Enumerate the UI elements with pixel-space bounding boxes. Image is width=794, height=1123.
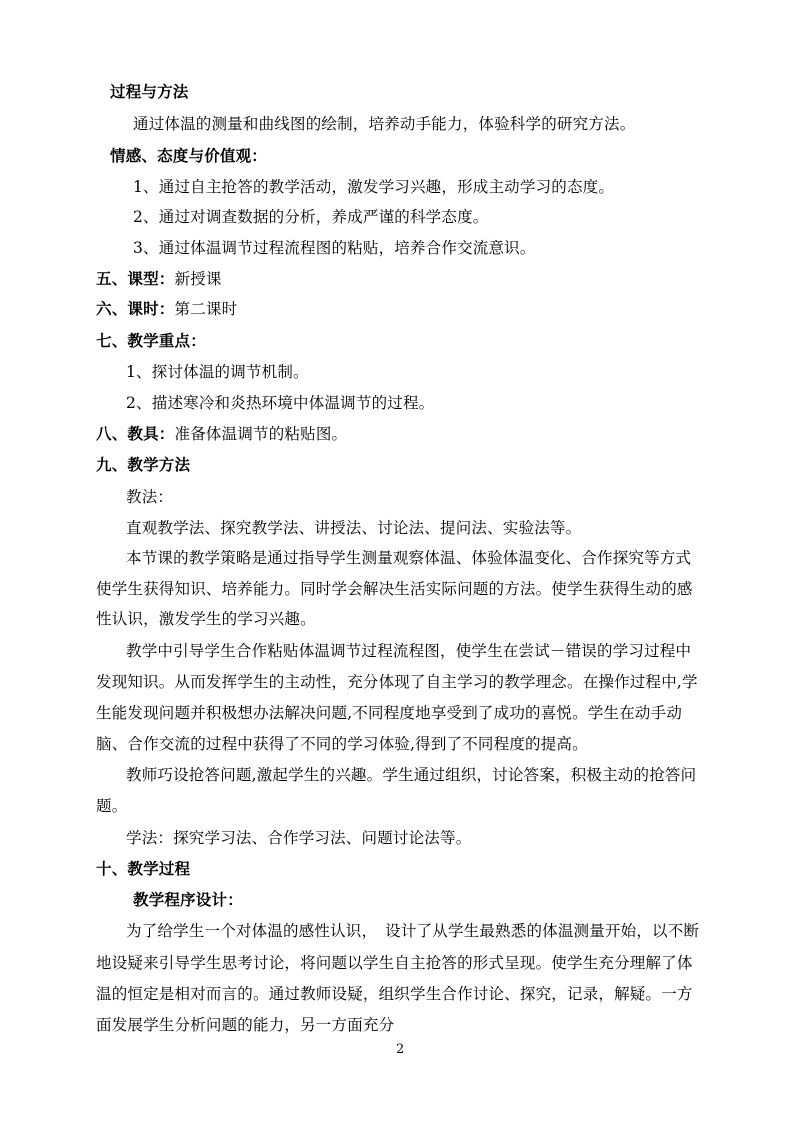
emotion-item-3: 3、通过体温调节过程流程图的粘贴，培养合作交流意识。 [133,239,536,257]
teacher-para-line-1: 教师巧设抢答问题,激起学生的兴趣。学生通过组织，讨论答案，积极主动的抢答问 [126,766,697,784]
section-8-value: 准备体温调节的粘贴图。 [174,425,348,443]
process-para-line-3: 温的恒定是相对而言的。通过教师设疑，组织学生合作讨论、探究，记录，解疑。一方 [96,985,693,1003]
process-para-line-2: 地设疑来引导学生思考讨论，将问题以学生自主抢答的形式呈现。使学生充分理解了体 [96,954,693,972]
guidance-para-line-2: 发现知识。从而发挥学生的主动性，充分体现了自主学习的教学理念。在操作过程中,学 [96,673,698,691]
teaching-methods-list: 直观教学法、探究教学法、讲授法、讨论法、提问法、实验法等。 [126,519,582,537]
guidance-para-line-3: 生能发现问题并积极想办法解决问题,不同程度地享受到了成功的喜悦。学生在动手动 [96,704,683,722]
emotion-attitude-heading: 情感、态度与价值观： [110,146,268,165]
section-10-heading: 十、教学过程 [96,859,191,878]
process-para-line-1: 为了给学生一个对体温的感性认识， 设计了从学生最熟悉的体温测量开始，以不断 [126,922,700,940]
key-point-1: 1、探讨体温的调节机制。 [126,363,309,381]
section-9-heading: 九、教学方法 [96,455,191,474]
process-para-line-4: 面发展学生分析问题的能力，另一方面充分 [96,1016,395,1034]
section-8-teaching-aids [96,424,347,444]
strategy-para-line-1: 本节课的教学策略是通过指导学生测量观察体温、体验体温变化、合作探究等方式 [126,549,692,567]
strategy-para-line-3: 性认识，激发学生的学习兴趣。 [96,610,316,628]
page-number: 2 [396,1042,405,1057]
teaching-method-label: 教法： [126,488,174,506]
strategy-para-line-2: 使学生获得知识、培养能力。同时学会解决生活实际问题的方法。使学生获得生动的感 [96,580,693,598]
learning-methods: 学法：探究学习法、合作学习法、问题讨论法等。 [126,829,472,847]
section-5-value: 新授课 [174,270,222,288]
section-5-label: 五、课型： [96,269,175,288]
section-7-heading: 七、教学重点： [96,331,206,350]
guidance-para-line-1: 教学中引导学生合作粘贴体温调节过程流程图，使学生在尝试－错误的学习过程中 [126,642,692,660]
guidance-para-line-4: 脑、合作交流的过程中获得了不同的学习体验,得到了不同程度的提高。 [96,735,588,753]
emotion-item-2: 2、通过对调查数据的分析，养成严谨的科学态度。 [133,208,489,226]
section-5-lesson-type [96,269,222,289]
section-6-class-hours [96,299,237,319]
key-point-2: 2、描述寒冷和炎热环境中体温调节的过程。 [126,394,435,412]
section-6-label: 六、课时： [96,299,175,318]
process-method-heading: 过程与方法 [110,82,189,101]
section-8-label: 八、教具： [96,424,175,443]
section-6-value: 第二课时 [174,300,238,318]
teacher-para-line-2: 题。 [96,797,128,815]
emotion-item-1: 1、通过自主抢答的教学活动，激发学习兴趣，形成主动学习的态度。 [133,178,615,196]
program-design-subheading: 教学程序设计： [133,890,243,909]
process-method-text: 通过体温的测量和曲线图的绘制，培养动手能力，体验科学的研究方法。 [133,115,636,133]
